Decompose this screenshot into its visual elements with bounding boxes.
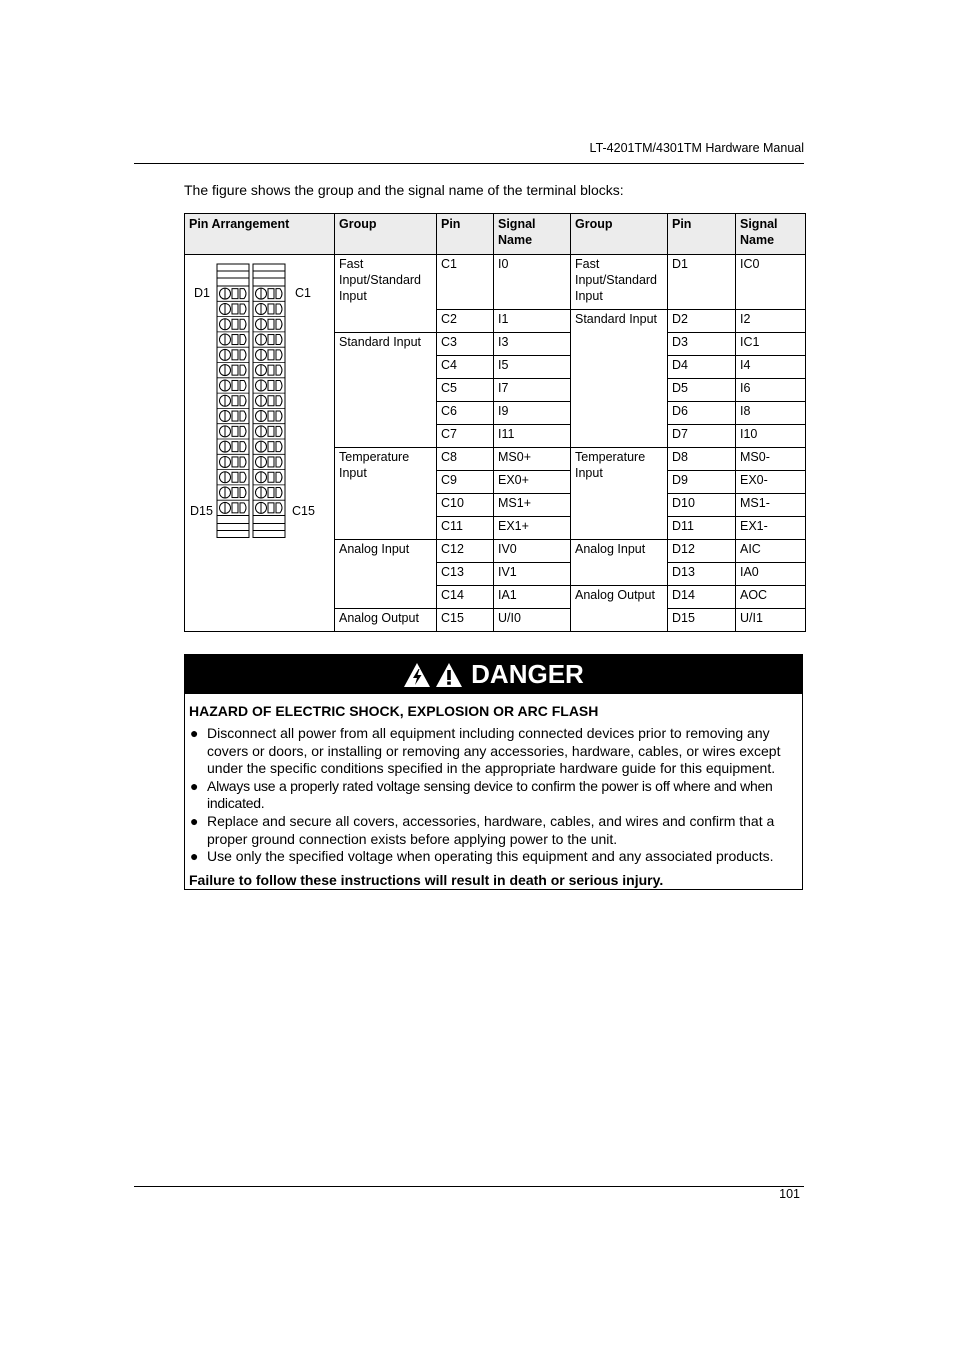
list-item [185, 778, 802, 813]
wire-hole [268, 396, 274, 406]
signal-d7: I10 [736, 425, 806, 448]
group-d-analog-output: Analog Output [571, 586, 668, 632]
release-lever [276, 396, 282, 406]
pin-c13: C13 [437, 563, 494, 586]
bullet: ● [190, 848, 199, 865]
group-d-standard: Standard Input [571, 310, 668, 448]
wire-hole [268, 304, 274, 314]
danger-list [185, 725, 802, 866]
pin-c2: C2 [437, 310, 494, 333]
release-lever [240, 350, 246, 360]
pin-d5: D5 [668, 379, 736, 402]
wire-hole [268, 442, 274, 452]
signal-d14: AOC [736, 586, 806, 609]
group-d-temperature: Temperature Input [571, 448, 668, 540]
release-lever [276, 365, 282, 375]
signal-d5: I6 [736, 379, 806, 402]
list-item [185, 848, 802, 866]
header-title: LT-4201TM/4301TM Hardware Manual [589, 141, 804, 155]
header-signal-d: Signal Name [736, 214, 806, 255]
danger-item-text: Always use a properly rated voltage sensing device to confirm the power is off where and when indicated. [207, 777, 773, 812]
wire-hole [232, 472, 238, 482]
pin-c10: C10 [437, 494, 494, 517]
pin-c9: C9 [437, 471, 494, 494]
signal-d10: MS1- [736, 494, 806, 517]
pin-d8: D8 [668, 448, 736, 471]
label-c1: C1 [295, 286, 311, 300]
release-lever [276, 426, 282, 436]
header-pin-c: Pin [437, 214, 494, 255]
group-c-temperature: Temperature Input [335, 448, 437, 540]
danger-title: DANGER [471, 659, 584, 689]
wire-hole [232, 426, 238, 436]
electric-shock-warning-icon [403, 662, 431, 688]
signal-c7: I11 [494, 425, 571, 448]
signal-c5: I7 [494, 379, 571, 402]
signal-c10: MS1+ [494, 494, 571, 517]
pin-c12: C12 [437, 540, 494, 563]
wire-hole [232, 365, 238, 375]
release-lever [240, 457, 246, 467]
signal-d13: IA0 [736, 563, 806, 586]
wire-hole [232, 289, 238, 299]
pin-c1: C1 [437, 255, 494, 310]
page-number: 101 [779, 1187, 800, 1201]
wire-hole [268, 457, 274, 467]
pin-d9: D9 [668, 471, 736, 494]
wire-hole [268, 365, 274, 375]
release-lever [240, 503, 246, 513]
danger-item-text: Use only the specified voltage when operating this equipment and any associated products. [207, 848, 774, 865]
signal-d12: AIC [736, 540, 806, 563]
release-lever [276, 457, 282, 467]
release-lever [240, 442, 246, 452]
release-lever [276, 289, 282, 299]
release-lever [276, 488, 282, 498]
list-item [185, 725, 802, 778]
table-row [185, 255, 806, 310]
strip-top-cap [253, 264, 285, 286]
signal-c2: I1 [494, 310, 571, 333]
danger-banner [185, 655, 802, 694]
signal-d2: I2 [736, 310, 806, 333]
header-pin-d: Pin [668, 214, 736, 255]
bullet: ● [190, 812, 199, 829]
wire-hole [268, 472, 274, 482]
pin-d15: D15 [668, 609, 736, 632]
group-c-analog-output: Analog Output [335, 609, 437, 632]
wire-hole [232, 457, 238, 467]
wire-hole [232, 304, 238, 314]
release-lever [276, 380, 282, 390]
wire-hole [232, 335, 238, 345]
signal-c12: IV0 [494, 540, 571, 563]
header-pin-arrangement: Pin Arrangement [185, 214, 335, 255]
release-lever [276, 503, 282, 513]
pin-d14: D14 [668, 586, 736, 609]
wire-hole [232, 350, 238, 360]
wire-hole [232, 503, 238, 513]
strip-top-cap [217, 264, 249, 286]
wire-hole [268, 503, 274, 513]
release-lever [240, 319, 246, 329]
wire-hole [232, 442, 238, 452]
signal-c1: I0 [494, 255, 571, 310]
header-group-c: Group [335, 214, 437, 255]
pin-c15: C15 [437, 609, 494, 632]
release-lever [240, 304, 246, 314]
wire-hole [268, 350, 274, 360]
release-lever [276, 335, 282, 345]
signal-c15: U/I0 [494, 609, 571, 632]
pin-d13: D13 [668, 563, 736, 586]
wire-hole [268, 380, 274, 390]
header-group-d: Group [571, 214, 668, 255]
pin-arrangement-cell [185, 255, 335, 632]
release-lever [240, 365, 246, 375]
signal-c4: I5 [494, 356, 571, 379]
signal-c13: IV1 [494, 563, 571, 586]
release-lever [276, 442, 282, 452]
signal-d9: EX0- [736, 471, 806, 494]
pin-c5: C5 [437, 379, 494, 402]
pin-d7: D7 [668, 425, 736, 448]
pin-d10: D10 [668, 494, 736, 517]
pin-c6: C6 [437, 402, 494, 425]
release-lever [240, 289, 246, 299]
wire-hole [268, 488, 274, 498]
header-signal-c: Signal Name [494, 214, 571, 255]
wire-hole [268, 426, 274, 436]
wire-hole [232, 488, 238, 498]
bullet: ● [190, 725, 199, 741]
wire-hole [268, 289, 274, 299]
signal-d8: MS0- [736, 448, 806, 471]
release-lever [240, 426, 246, 436]
release-lever [276, 304, 282, 314]
pin-d6: D6 [668, 402, 736, 425]
wire-hole [232, 396, 238, 406]
release-lever [276, 411, 282, 421]
signal-c8: MS0+ [494, 448, 571, 471]
wire-hole [268, 411, 274, 421]
group-c-standard: Standard Input [335, 333, 437, 448]
pin-d12: D12 [668, 540, 736, 563]
release-lever [240, 396, 246, 406]
signal-d11: EX1- [736, 517, 806, 540]
signal-c14: IA1 [494, 586, 571, 609]
wire-hole [268, 335, 274, 345]
list-item [185, 813, 802, 848]
signal-c3: I3 [494, 333, 571, 356]
signal-c6: I9 [494, 402, 571, 425]
pin-c14: C14 [437, 586, 494, 609]
label-c15: C15 [292, 504, 315, 518]
terminal-block-table [184, 213, 806, 632]
wire-hole [232, 411, 238, 421]
signal-d4: I4 [736, 356, 806, 379]
group-c-fast-standard: Fast Input/Standard Input [335, 255, 437, 333]
pin-d1: D1 [668, 255, 736, 310]
failure-statement: Failure to follow these instructions will result in death or serious injury. [189, 871, 664, 888]
signal-c11: EX1+ [494, 517, 571, 540]
signal-c9: EX0+ [494, 471, 571, 494]
pin-d3: D3 [668, 333, 736, 356]
strip-bottom-cap [253, 516, 285, 538]
release-lever [240, 411, 246, 421]
table-header-row [185, 214, 806, 255]
pin-d4: D4 [668, 356, 736, 379]
release-lever [240, 380, 246, 390]
release-lever [240, 472, 246, 482]
pin-d2: D2 [668, 310, 736, 333]
pin-c3: C3 [437, 333, 494, 356]
group-d-fast-standard: Fast Input/Standard Input [571, 255, 668, 310]
pin-c7: C7 [437, 425, 494, 448]
release-lever [276, 472, 282, 482]
group-d-analog-input: Analog Input [571, 540, 668, 586]
pin-c8: C8 [437, 448, 494, 471]
danger-box [184, 654, 803, 890]
pin-d11: D11 [668, 517, 736, 540]
release-lever [276, 319, 282, 329]
hazard-heading: HAZARD OF ELECTRIC SHOCK, EXPLOSION OR ARC FLASH [189, 703, 599, 719]
release-lever [240, 335, 246, 345]
header-rule [134, 163, 804, 164]
wire-hole [232, 380, 238, 390]
release-lever [240, 488, 246, 498]
group-c-analog-input: Analog Input [335, 540, 437, 609]
wire-hole [268, 319, 274, 329]
exclamation-warning-icon [435, 662, 463, 688]
wire-hole [232, 319, 238, 329]
pin-c4: C4 [437, 356, 494, 379]
signal-d15: U/I1 [736, 609, 806, 632]
intro-text: The figure shows the group and the signal name of the terminal blocks: [184, 182, 624, 198]
footer-rule [134, 1186, 804, 1187]
strip-bottom-cap [217, 516, 249, 538]
label-d15: D15 [190, 504, 213, 518]
bullet: ● [190, 777, 199, 794]
label-d1: D1 [194, 286, 210, 300]
signal-d1: IC0 [736, 255, 806, 310]
danger-item-text: Replace and secure all covers, accessories, hardware, cables, and wires and confirm that a proper ground connection exists before applying power to the unit. [207, 812, 775, 847]
signal-d6: I8 [736, 402, 806, 425]
signal-d3: IC1 [736, 333, 806, 356]
pin-c11: C11 [437, 517, 494, 540]
release-lever [276, 350, 282, 360]
danger-item-text: Disconnect all power from all equipment including connected devices prior to removing any covers or doors, or installing or removing any accessories, hardware, cables, or wires except under the specific conditions specified in the appropriate hardware guide for this equipment. [207, 725, 781, 777]
